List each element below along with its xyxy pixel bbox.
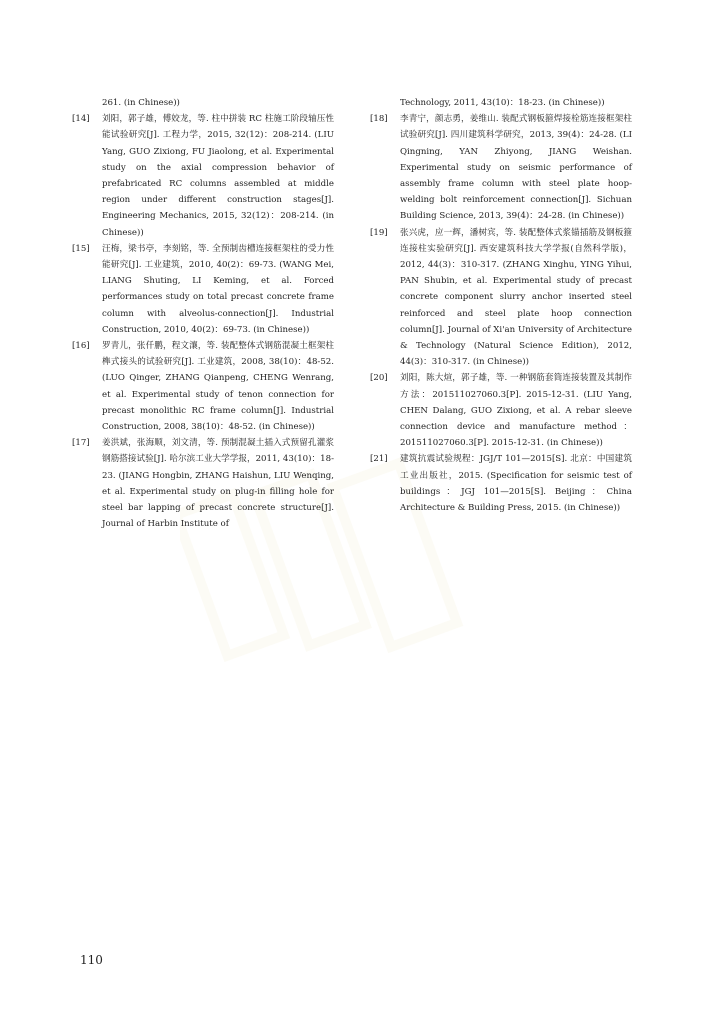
reference-text: Technology, 2011, 43(10)：18-23. (in Chinese)) [400,98,605,108]
reference-text: 罗青儿，张仟鹏，程文瀼，等. 装配整体式钢筋混凝土框架柱榫式接头的试验研究[J]. 工业建筑，2008, 38(10)：48-52. (LUO Qinger, ZHANG Qianpeng, CHENG Wenrang, et al. Experimental study of tenon connection for precast monolithic RC frame column[J]. Industrial Construction, 2008, 38(10)：48-52. (in Chinese)) [102,341,334,433]
reference-item [370,111,632,224]
left-column [72,95,334,532]
reference-number: [14] [72,114,90,125]
reference-continuation [72,95,334,111]
reference-number: [21] [370,454,388,465]
reference-item [72,338,334,435]
right-column [370,95,632,516]
reference-text: 刘阳，郭子雄，傅姣龙，等. 柱中拼装 RC 柱施工阶段轴压性能试验研究[J]. 工程力学，2015, 32(12)：208-214. (LIU Yang, GUO Zixiong, FU Jiaolong, et al. Experimental study on the axial compression behavior of prefabricated RC columns assembled at middle region under different construction stages[J]. Engineering Mechanics, 2015, 32(12)：208-214. (in Chinese)) [102,114,334,238]
reference-item [370,370,632,451]
reference-text: 刘阳，陈大煊，郭子雄，等. 一种钢筋套筒连接装置及其制作方法：201511027060.3[P]. 2015-12-31. (LIU Yang, CHEN Dalang, GUO Zixiong, et al. A rebar sleeve connection device and manufacture method：201511027060.3[P]. 2015-12-31. (in Chinese)) [400,373,632,449]
reference-text: 李青宁，颜志勇，姜维山. 装配式钢板箍焊接栓筋连接框架柱试验研究[J]. 四川建筑科学研究，2013, 39(4)：24-28. (LI Qingning, YAN Zhiyong, JIANG Weishan. Experimental study on seismic performance of assembly frame column with steel plate hoop-welding bolt reinforcement connection[J]. Sichuan Building Science, 2013, 39(4)：24-28. (in Chinese)) [400,114,632,222]
reference-number: [16] [72,341,90,352]
reference-number: [19] [370,227,388,238]
reference-text: 261. (in Chinese)) [102,98,180,108]
reference-number: [15] [72,243,90,254]
reference-text: 姜洪斌，张海顺，刘文清，等. 预制混凝土插入式预留孔灌浆钢筋搭接试验[J]. 哈尔滨工业大学学报，2011, 43(10)：18-23. (JIANG Hongbin, ZHANG Haishun, LIU Wenqing, et al. Experimental study on plug-in filling hole for steel bar lapping of precast concrete structure[J]. Journal of Harbin Institute of [102,438,334,530]
reference-item [72,435,334,532]
reference-item [72,111,334,241]
reference-number: [18] [370,114,388,125]
reference-text: 建筑抗震试验规程：JGJ/T 101—2015[S]. 北京：中国建筑工业出版社，2015. (Specification for seismic test of buildings：JGJ 101—2015[S]. Beijing：China Architecture & Building Press, 2015. (in Chinese)) [400,454,632,514]
reference-continuation [370,95,632,111]
reference-item [370,451,632,516]
reference-text: 汪梅，梁书亭，李刻铭，等. 全预制齿槽连接框架柱的受力性能研究[J]. 工业建筑，2010, 40(2)：69-73. (WANG Mei, LIANG Shuting, LI Keming, et al. Forced performances study on total precast concrete frame column with alveolus-connection[J]. Industrial Construction, 2010, 40(2)：69-73. (in Chinese)) [102,243,334,335]
reference-item [72,241,334,338]
reference-number: [20] [370,373,388,384]
reference-text: 张兴虎，应一辉，潘树宾，等. 装配整体式浆锚插筋及钢板箍连接柱实验研究[J]. 西安建筑科技大学学报(自然科学版)，2012, 44(3)：310-317. (ZHANG Xinghu, YING Yihui, PAN Shubin, et al. Experimental study of precast concrete component slurry anchor inserted steel reinforced and steel plate hoop connection column[J]. Journal of Xi'an University of Architecture & Technology (Natural Science Edition), 2012, 44(3)：310-317. (in Chinese)) [400,227,632,368]
reference-item [370,225,632,371]
page-number: 110 [80,953,103,967]
reference-number: [17] [72,438,90,449]
